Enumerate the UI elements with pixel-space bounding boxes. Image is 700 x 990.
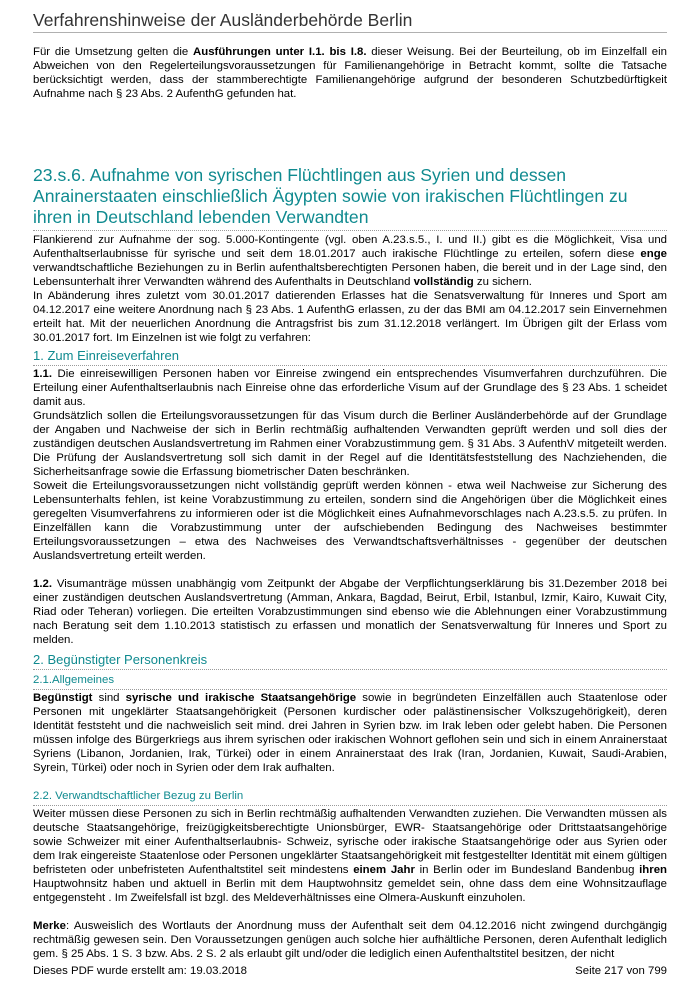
page-footer — [33, 965, 667, 977]
subsection-2-1-title: 2.1.Allgemeines — [33, 673, 667, 690]
subsection-2-title: 2. Begünstigter Personenkreis — [33, 651, 667, 670]
sub1-paragraph-3: Soweit die Erteilungsvoraussetzungen nicht vollständig geprüft werden können - etwa weil Nachweise zur Sicherung des Lebensunterhalts fehlen, ist keine Vorabzustimmung zu erteilen, sondern sind die Angehörigen über die Möglichkeit eines geregelten Visumverfahrens zu informieren oder ist die Möglichkeit eines Aufnahmevorschlages nach A.23.s.5. zu prüfen. In Einzelfällen kann die Vorabzustimmung unter der aufschiebenden Bedingung des Nachweises bestimmter Erteilungsvoraussetzungen – etwa des Nachweises des Verwandtschaftsverhältnisses - gegenüber der deutschen Auslandsvertretung erteilt werden. — [33, 480, 667, 562]
section-title: 23.s.6. Aufnahme von syrischen Flüchtlingen aus Syrien und dessen Anrainerstaaten einschließlich Ägypten sowie von irakischen Flüchtlingen zu ihren in Deutschland lebenden Verwandten — [33, 165, 667, 231]
header-title: Verfahrenshinweise der Ausländerbehörde Berlin — [33, 10, 413, 30]
subsection-1-title: 1. Zum Einreiseverfahren — [33, 347, 667, 366]
sub2-1-paragraph: Begünstigt sind syrische und irakische Staatsangehörige sowie in begründeten Einzelfällen auch Staatenlose oder Personen mit ungeklärter Staatsangehörigkeit (Personen kurdischer oder palästinensischer Volkszugehörigkeit), deren Identität feststeht und die nachweislich seit mind. drei Jahren in Syrien bzw. im Irak leben oder gelebt haben. Die Personen müssen infolge des Bürgerkriegs aus ihrem syrischen oder irakischen Wohnort geflohen sein und sich in einem Anrainerstaat Syriens (Libanon, Jordanien, Irak, Türkei) oder in einem Anrainerstaat des Irak (Iran, Jordanien, Kuwait, Saudi-Arabien, Syrein, Türkei) oder noch in Syrien oder dem Irak aufhalten. — [33, 692, 667, 774]
footer-created: Dieses PDF wurde erstellt am: 19.03.2018 — [33, 965, 247, 977]
footer-page-number: Seite 217 von 799 — [575, 965, 667, 977]
page-header — [33, 8, 667, 33]
merke-paragraph: Merke: Ausweislich des Wortlauts der Anordnung muss der Aufenthalt seit dem 04.12.2016 nicht zwingend durchgängig rechtmäßig gewesen sein. Den Voraussetzungen genügen auch solche hier aufhältliche Personen, deren Aufenthalt lediglich gem. § 25 Abs. 1 S. 3 bzw. Abs. 2 S. 2 als erlaubt gilt und/oder die lediglich einen Aufenthaltstitel besitzen, der nicht — [33, 920, 667, 960]
sub1-paragraph-4: 1.2. Visumanträge müssen unabhängig vom Zeitpunkt der Abgabe der Verpflichtungserklärung bis 31.Dezember 2018 bei einer zuständigen deutschen Auslandsvertretung (Amman, Ankara, Bagdad, Beirut, Erbil, Istanbul, Izmir, Kairo, Kuwait City, Riad oder Teheran) vorliegen. Die erteilten Vorabzustimmungen sind ebenso wie die Ablehnungen einer Vorabzustimmung nach Beratung seit dem 1.10.2013 statistisch zu erfassen und monatlich der Senatsverwaltung für Inneres und Sport zu melden. — [33, 578, 667, 646]
subsection-2-2-title: 2.2. Verwandtschaftlicher Bezug zu Berlin — [33, 789, 667, 806]
section-paragraph-1: Flankierend zur Aufnahme der sog. 5.000-Kontingente (vgl. oben A.23.s.5., I. und II.) gibt es die Möglichkeit, Visa und Aufenthaltserlaubnisse für syrische und seit dem 18.01.2017 auch irakische Flüchtlinge zu erteilen, sofern diese enge verwandtschaftliche Beziehungen zu in Berlin aufenthaltsberechtigten Personen haben, die bereit und in der Lage sind, den Lebensunterhalt ihrer Verwandten während des Aufenthalts in Deutschland vollständig zu sichern. — [33, 234, 667, 288]
sub1-paragraph-1: 1.1. Die einreisewilligen Personen haben vor Einreise zwingend ein entsprechendes Visumverfahren durchzuführen. Die Erteilung einer Aufenthaltserlaubnis nach Einreise ohne das erforderliche Visum auf der Grundlage des § 23 Abs. 1 scheidet damit aus. — [33, 368, 667, 408]
sub1-paragraph-2: Grundsätzlich sollen die Erteilungsvoraussetzungen für das Visum durch die Berliner Ausländerbehörde auf der Grundlage der Angaben und Nachweise der sich in Berlin rechtmäßig aufhaltenden Verwandten geprüft werden und soll dies der zuständigen deutschen Auslandsvertretung im Rahmen einer Vorabzustimmung gem. § 31 Abs. 3 AufenthV mitgeteilt werden. Die Prüfung der Auslandsvertretung soll sich damit in der Regel auf die Identitätsfeststellung des Nachziehenden, die Sicherheitsanfrage sowie die Erfassung biometrischer Daten beschränken. — [33, 410, 667, 478]
intro-paragraph: Für die Umsetzung gelten die Ausführungen unter I.1. bis I.8. dieser Weisung. Bei der Beurteilung, ob im Einzelfall ein Abweichen von den Regelerteilungsvoraussetzungen für Familienangehörige in Betracht kommt, sollte die Tatsache berücksichtigt werden, dass der stammberechtigte Familienangehörige aufgrund der besonderen Schutzbedürftigkeit Aufnahme nach § 23 Abs. 2 AufenthG gefunden hat. — [33, 46, 667, 100]
document-body — [33, 45, 667, 961]
section-paragraph-2: In Abänderung ihres zuletzt vom 30.01.2017 datierenden Erlasses hat die Senatsverwaltung für Inneres und Sport am 04.12.2017 eine weitere Anordnung nach § 23 Abs. 1 AufenthG erlassen, zu der das BMI am 04.12.2017 sein Einvernehmen erteilt hat. Mit der neuerlichen Anordnung die Antragsfrist bis zum 31.12.2018 verlängert. Im Übrigen gilt der Erlass vom 30.01.2017 fort. Im Einzelnen ist wie folgt zu verfahren: — [33, 290, 667, 344]
sub2-2-paragraph: Weiter müssen diese Personen zu sich in Berlin rechtmäßig aufhaltenden Verwandten zuziehen. Die Verwandten müssen als deutsche Staatsangehörige, freizügigkeitsberechtigte Unionsbürger, EWR- Staatsangehörige oder Drittstaatsangehörige sowie Schweizer mit einer Aufenthaltserlaubnis- Schweiz, syrische oder irakische Staatsangehörige oder aus Syrien oder dem Irak eingereiste Staatenlose oder Personen ungeklärter Staatsangehörigkeit mit festgestellter Identität mit einem gültigen befristeten oder unbefristeten Aufenthaltstitel seit mindestens einem Jahr in Berlin oder im Bundesland Bandenbug ihren Hauptwohnsitz haben und aktuell in Berlin mit dem Hauptwohnsitz gemeldet sein, ohne dass dem eine Wohnsitzauflage entgegensteht . Im Zweifelsfall ist bzgl. des Meldeverhältnisses eine Olmera-Auskunft einzuholen. — [33, 808, 667, 904]
